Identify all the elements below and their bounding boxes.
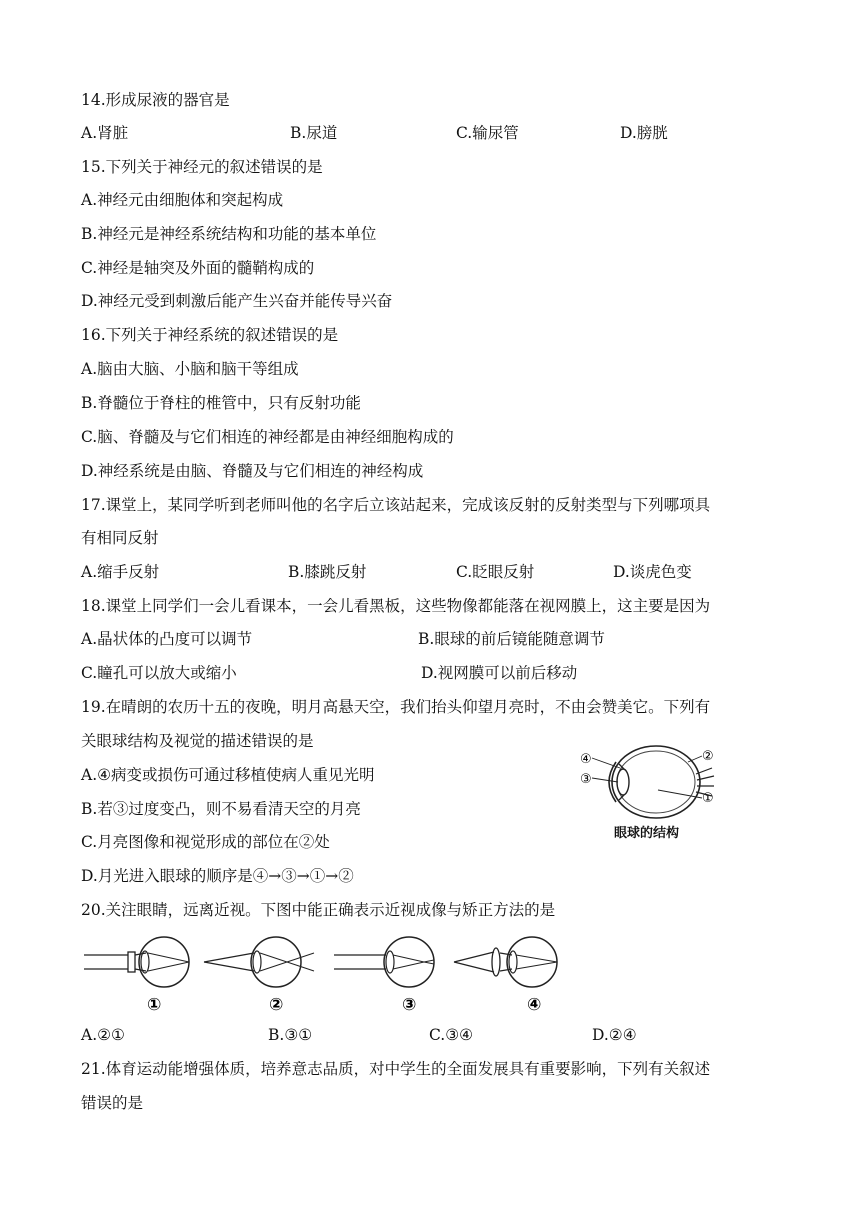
q16-option-d: D.神经系统是由脑、脊髓及与它们相连的神经构成 — [81, 462, 424, 480]
q19-option-d: D.月光进入眼球的顺序是④→③→①→② — [81, 867, 354, 885]
q15-option-c: C.神经是轴突及外面的髓鞘构成的 — [81, 259, 315, 277]
q16-option-c: C.脑、脊髓及与它们相连的神经都是由神经细胞构成的 — [81, 428, 454, 446]
vision-diagrams — [84, 933, 584, 1015]
q14-option-a: A.肾脏 — [81, 124, 129, 142]
q15-option-d: D.神经元受到刺激后能产生兴奋并能传导兴奋 — [81, 292, 393, 310]
q17-option-d: D.谈虎色变 — [613, 563, 692, 581]
q16-option-a: A.脑由大脑、小脑和脑干等组成 — [81, 360, 299, 378]
q20-option-d: D.②④ — [592, 1026, 637, 1044]
vision-diagram-1 — [84, 937, 189, 1015]
sclera-outline — [612, 746, 700, 818]
q19-option-c: C.月亮图像和视觉形成的部位在②处 — [81, 833, 330, 851]
q17-option-a: A.缩手反射 — [81, 563, 160, 581]
vision-label-1: ① — [147, 995, 162, 1015]
q15-option-a: A.神经元由细胞体和突起构成 — [81, 191, 284, 209]
q18-stem: 18.课堂上同学们一会儿看课本，一会儿看黑板，这些物像都能落在视网膜上，这主要是因为 — [81, 597, 711, 615]
q14-option-d: D.膀胱 — [620, 124, 668, 142]
eye-label-2: ② — [702, 749, 714, 764]
q18-option-d: D.视网膜可以前后移动 — [421, 664, 578, 682]
q14-stem: 14.形成尿液的器官是 — [81, 91, 230, 109]
q19-stem-line1: 19.在晴朗的农历十五的夜晚，明月高悬天空，我们抬头仰望月亮时，不由会赞美它。下列有 — [81, 698, 711, 716]
q18-option-a: A.晶状体的凸度可以调节 — [81, 630, 253, 648]
q19-option-a: A.④病变或损伤可通过移植使病人重见光明 — [81, 766, 375, 784]
convex-lens — [492, 948, 500, 976]
q20-stem: 20.关注眼睛，远离近视。下图中能正确表示近视成像与矫正方法的是 — [81, 901, 556, 919]
eye-label-1: ① — [702, 791, 714, 806]
eye-label-3: ③ — [580, 772, 592, 787]
q17-option-c: C.眨眼反射 — [456, 563, 535, 581]
q20-option-b: B.③① — [268, 1026, 313, 1044]
vision-label-4: ④ — [527, 995, 542, 1015]
vision-diagram-4 — [454, 937, 557, 1015]
q14-option-b: B.尿道 — [290, 124, 338, 142]
q20-option-c: C.③④ — [429, 1026, 474, 1044]
q15-stem: 15.下列关于神经元的叙述错误的是 — [81, 158, 323, 176]
q19-option-b: B.若③过度变凸，则不易看清天空的月亮 — [81, 800, 361, 818]
q21-stem-line1: 21.体育运动能增强体质，培养意志品质，对中学生的全面发展具有重要影响，下列有关叙述 — [81, 1060, 711, 1078]
eye-label-4: ④ — [580, 752, 592, 767]
q20-option-a: A.②① — [81, 1026, 125, 1044]
q16-option-b: B.脊髓位于脊柱的椎管中，只有反射功能 — [81, 394, 361, 412]
q18-option-b: B.眼球的前后镜能随意调节 — [418, 630, 605, 648]
eye-figure-caption: 眼球的结构 — [614, 826, 680, 841]
q21-stem-line2: 错误的是 — [81, 1094, 144, 1112]
lens — [617, 769, 629, 795]
vision-diagram-2 — [204, 937, 314, 1015]
q17-option-b: B.膝跳反射 — [288, 563, 367, 581]
q17-stem-line1: 17.课堂上，某同学听到老师叫他的名字后立该站起来，完成该反射的反射类型与下列哪项具 — [81, 496, 711, 514]
q17-stem-line2: 有相同反射 — [81, 529, 159, 547]
q15-option-b: B.神经元是神经系统结构和功能的基本单位 — [81, 225, 377, 243]
concave-lens — [128, 952, 135, 972]
vision-label-2: ② — [269, 995, 284, 1015]
q18-option-c: C.瞳孔可以放大或缩小 — [81, 664, 237, 682]
vision-label-3: ③ — [402, 995, 417, 1015]
q14-option-c: C.输尿管 — [456, 124, 519, 142]
vision-diagram-3 — [334, 937, 434, 1015]
q16-stem: 16.下列关于神经系统的叙述错误的是 — [81, 326, 339, 344]
q19-stem-line2: 关眼球结构及视觉的描述错误的是 — [81, 732, 314, 750]
